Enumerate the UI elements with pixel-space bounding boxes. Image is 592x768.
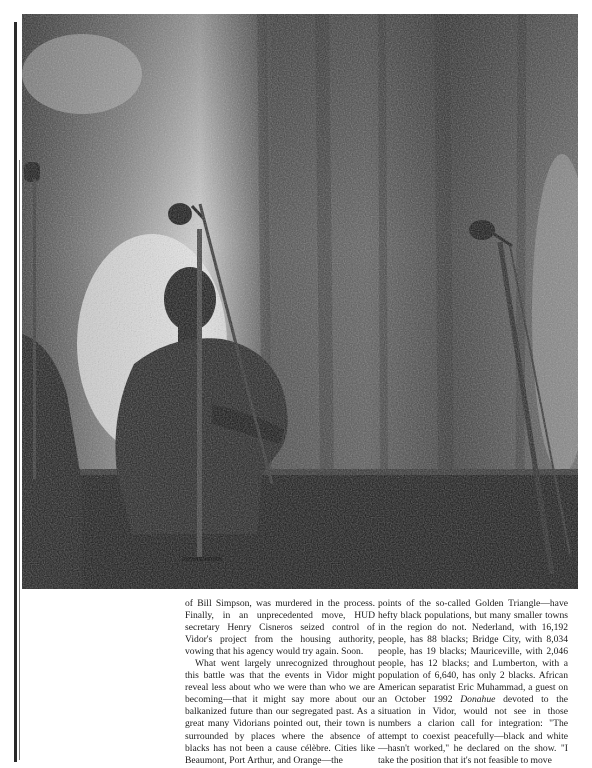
page-spine-shadow xyxy=(19,160,20,760)
text-run: points of the so-called Golden Triangle—have hefty black populations, but many smaller towns in the region do not. Nederland, with 16,192 people, has 88 blacks; Bridge City, with 8,034 people, has 19 blacks; Mauriceville, with 2,046 people, has 12 blacks; and Lumberton, with a population of 6,640, has only 2 blacks. African American separatist Eric Muhammad, a guest on an October 1992 xyxy=(378,598,568,706)
paragraph: What went largely unrecognized throughout this battle was that the events in Vidor might reveal less about who we were than who we are becoming—that it might say more about our balkanized future than our segregated past. As a great many Vidorians pointed out, their town is surrounded by places where the absence of blacks has not been a cause célèbre. Cities like Beaumont, Port Arthur, and Orange—the xyxy=(185,658,375,766)
text-column-left xyxy=(185,598,375,767)
stage-photo-illustration xyxy=(22,14,578,589)
text-run: devoted to the situation in Vidor, would not see in those numbers a clarion call for integration: "The attempt to coexist peacefully—black and white—hasn't worked," he declared on the show. "I take the position that it's not feasible to move xyxy=(378,694,569,766)
stage-photo xyxy=(22,14,578,589)
paragraph xyxy=(378,598,568,767)
show-title: Donahue xyxy=(460,694,496,706)
text-column-right xyxy=(378,598,568,767)
page-spine-edge xyxy=(14,22,17,762)
paragraph: of Bill Simpson, was murdered in the process. Finally, in an unprecedented move, HUD secretary Henry Cisneros seized control of Vidor's project from the housing authority, vowing that his agency would try again. Soon. xyxy=(185,598,375,658)
